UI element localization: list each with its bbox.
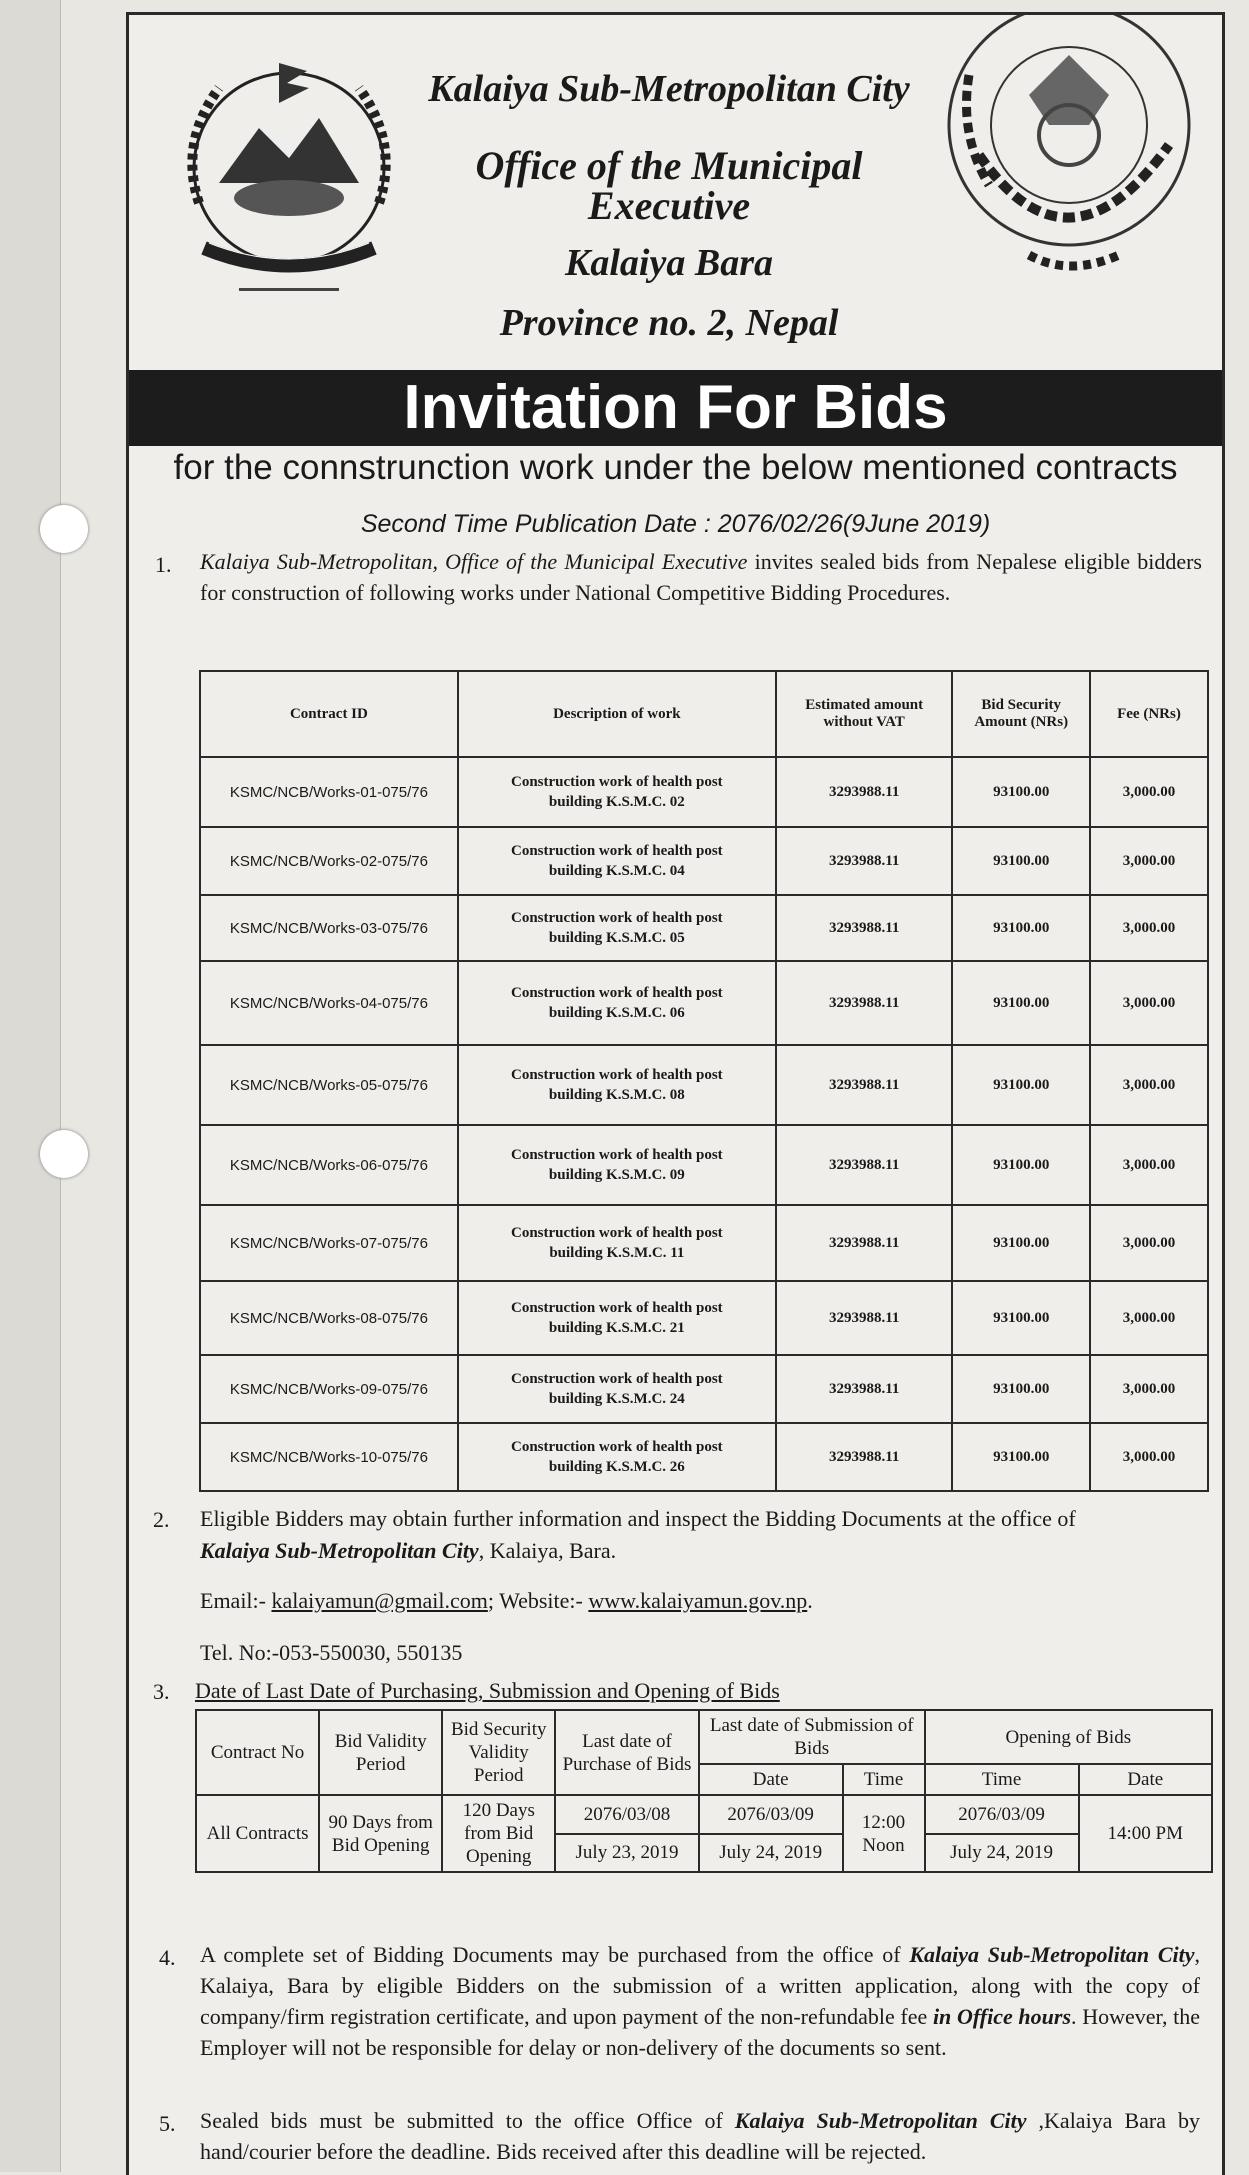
header-fee: Fee (NRs) xyxy=(1090,671,1208,757)
website-end: . xyxy=(807,1588,813,1613)
fee-cell: 3,000.00 xyxy=(1090,1125,1208,1205)
header-security-validity: Bid Security Validity Period xyxy=(442,1710,555,1795)
contact-line xyxy=(200,1585,1200,1616)
email-link[interactable]: kalaiyamun@gmail.com xyxy=(271,1588,488,1613)
table-row xyxy=(200,1125,1208,1205)
opening-time: 14:00 PM xyxy=(1079,1795,1212,1872)
estimated-amount-cell: 3293988.11 xyxy=(776,1281,953,1355)
section-1-text xyxy=(200,546,1202,608)
bid-advertisement xyxy=(126,12,1225,2175)
header-estimated-amount: Estimated amount without VAT xyxy=(776,671,953,757)
fee-cell: 3,000.00 xyxy=(1090,961,1208,1045)
estimated-amount-cell: 3293988.11 xyxy=(776,1125,953,1205)
paper-edge xyxy=(0,0,61,2172)
security-validity-period: 120 Days from Bid Opening xyxy=(442,1795,555,1872)
purchase-date-ad: July 23, 2019 xyxy=(555,1834,699,1873)
section-5-text xyxy=(200,2105,1200,2167)
description-cell xyxy=(458,895,776,961)
bid-security-cell: 93100.00 xyxy=(952,961,1089,1045)
fee-cell: 3,000.00 xyxy=(1090,1205,1208,1281)
description-cell xyxy=(458,1355,776,1423)
description-line-2: building K.S.M.C. 11 xyxy=(549,1245,685,1261)
contract-id-cell: KSMC/NCB/Works-08-075/76 xyxy=(200,1281,458,1355)
section-1-rest: invites sealed bids from Nepalese eligible bidders for construction of following works under National Competitive Bidding Procedures. xyxy=(200,549,1202,605)
fee-cell: 3,000.00 xyxy=(1090,1045,1208,1125)
description-line-1: Construction work of health post xyxy=(511,774,723,790)
description-line-1: Construction work of health post xyxy=(511,1371,723,1387)
description-line-2: building K.S.M.C. 08 xyxy=(548,1087,685,1103)
submission-date-bs: 2076/03/09 xyxy=(699,1795,843,1834)
section-2-line1: Eligible Bidders may obtain further information and inspect the Bidding Documents at the office of xyxy=(200,1506,1076,1531)
opening-date-bs: 2076/03/09 xyxy=(925,1795,1079,1834)
header-purchase-date: Last date of Purchase of Bids xyxy=(555,1710,699,1795)
section-number: 3. xyxy=(153,1679,170,1704)
city-name: Kalaiya Sub-Metropolitan City xyxy=(428,68,910,110)
table-row xyxy=(200,1045,1208,1125)
section-4-part-e: . However, the Employer will not be responsible for delay or non-delivery of the documents so sent. xyxy=(200,2004,1200,2060)
estimated-amount-cell: 3293988.11 xyxy=(776,895,953,961)
bid-security-cell: 93100.00 xyxy=(952,1281,1089,1355)
description-line-2: building K.S.M.C. 02 xyxy=(548,794,685,810)
contract-id-cell: KSMC/NCB/Works-09-075/76 xyxy=(200,1355,458,1423)
office-name: Office of the Municipal Executive xyxy=(475,143,863,228)
description-line-1: Construction work of health post xyxy=(511,1147,723,1163)
estimated-amount-cell: 3293988.11 xyxy=(776,757,953,827)
table-row xyxy=(200,961,1208,1045)
email-label: Email:- xyxy=(200,1588,266,1613)
table-header-row xyxy=(200,671,1208,757)
contract-id-cell: KSMC/NCB/Works-04-075/76 xyxy=(200,961,458,1045)
section-5-city: Kalaiya Sub-Metropolitan City xyxy=(734,2108,1027,2133)
description-cell xyxy=(458,757,776,827)
description-line-1: Construction work of health post xyxy=(511,910,723,926)
website-link[interactable]: www.kalaiyamun.gov.np xyxy=(588,1588,808,1613)
submission-time: 12:00 Noon xyxy=(843,1795,925,1872)
estimated-amount-cell: 3293988.11 xyxy=(776,1423,953,1491)
description-cell xyxy=(458,1205,776,1281)
section-number: 5. xyxy=(159,2111,176,2136)
contract-id-cell: KSMC/NCB/Works-02-075/76 xyxy=(200,827,458,895)
header-bid-validity: Bid Validity Period xyxy=(319,1710,442,1795)
description-line-2: building K.S.M.C. 21 xyxy=(548,1320,685,1336)
description-cell xyxy=(458,1045,776,1125)
header-contract-id: Contract ID xyxy=(200,671,458,757)
bid-security-cell: 93100.00 xyxy=(952,1125,1089,1205)
section-number: 4. xyxy=(159,1945,176,1970)
contract-id-cell: KSMC/NCB/Works-03-075/76 xyxy=(200,895,458,961)
header-opening: Opening of Bids xyxy=(925,1710,1212,1764)
fee-cell: 3,000.00 xyxy=(1090,1423,1208,1491)
section-4-office-hours: in Office hours xyxy=(932,2004,1072,2029)
website-label: ; Website:- xyxy=(487,1588,583,1613)
nepal-emblem-icon xyxy=(159,43,419,303)
bid-security-cell: 93100.00 xyxy=(952,1045,1089,1125)
table-row xyxy=(200,1281,1208,1355)
opening-date-ad: July 24, 2019 xyxy=(925,1834,1079,1873)
section-4-part-a: A complete set of Bidding Documents may be purchased from the office of xyxy=(200,1942,910,1967)
header-description: Description of work xyxy=(458,671,776,757)
banner-subtitle: for the connstrunction work under the below mentioned contracts xyxy=(173,448,1178,487)
province-name: Province no. 2, Nepal xyxy=(499,302,839,344)
submission-date-ad: July 24, 2019 xyxy=(699,1834,843,1873)
description-line-2: building K.S.M.C. 09 xyxy=(548,1167,685,1183)
header-open-date: Date xyxy=(1079,1764,1212,1795)
purchase-date-bs: 2076/03/08 xyxy=(555,1795,699,1834)
header-sub-date: Date xyxy=(699,1764,843,1795)
office-italic: Kalaiya Sub-Metropolitan, Office of the Municipal Executive xyxy=(200,549,748,574)
bid-security-cell: 93100.00 xyxy=(952,1355,1089,1423)
bid-security-cell: 93100.00 xyxy=(952,1423,1089,1491)
table-row xyxy=(200,895,1208,961)
invitation-banner: Invitation For Bids xyxy=(129,370,1222,446)
official-seal-icon xyxy=(919,15,1209,315)
fee-cell: 3,000.00 xyxy=(1090,757,1208,827)
section-2-line2: , Kalaiya, Bara. xyxy=(478,1538,617,1563)
header-open-time: Time xyxy=(925,1764,1079,1795)
punch-hole xyxy=(40,505,88,553)
description-line-2: building K.S.M.C. 26 xyxy=(548,1459,685,1475)
section-4-text xyxy=(200,1939,1200,2063)
works-table xyxy=(199,670,1209,1492)
section-2-text xyxy=(200,1503,1210,1567)
estimated-amount-cell: 3293988.11 xyxy=(776,827,953,895)
fee-cell: 3,000.00 xyxy=(1090,895,1208,961)
validity-period: 90 Days from Bid Opening xyxy=(319,1795,442,1872)
contract-id-cell: KSMC/NCB/Works-10-075/76 xyxy=(200,1423,458,1491)
description-line-1: Construction work of health post xyxy=(511,843,723,859)
section-number: 2. xyxy=(153,1507,170,1532)
bid-security-cell: 93100.00 xyxy=(952,1205,1089,1281)
description-line-1: Construction work of health post xyxy=(511,1067,723,1083)
section-4-part-c: , Kalaiya, Bara by eligible Bidders on the submission of a written application, along with the copy of company/firm registration certificate, and upon payment of the non-refundable fee xyxy=(200,1942,1200,2029)
description-line-2: building K.S.M.C. 24 xyxy=(548,1391,685,1407)
description-line-1: Construction work of health post xyxy=(511,1225,723,1241)
table-row xyxy=(200,827,1208,895)
section-5-part-c: ,Kalaiya Bara by hand/courier before the deadline. Bids received after this deadline will be rejected. xyxy=(200,2108,1201,2164)
description-line-2: building K.S.M.C. 05 xyxy=(548,930,685,946)
publication-date: Second Time Publication Date : 2076/02/26(9June 2019) xyxy=(360,510,991,538)
contract-id-cell: KSMC/NCB/Works-06-075/76 xyxy=(200,1125,458,1205)
description-cell xyxy=(458,1423,776,1491)
estimated-amount-cell: 3293988.11 xyxy=(776,1355,953,1423)
table-row xyxy=(200,1355,1208,1423)
section-3-heading: Date of Last Date of Purchasing, Submission and Opening of Bids xyxy=(195,1678,780,1703)
all-contracts: All Contracts xyxy=(196,1795,319,1872)
telephone-line: Tel. No:-053-550030, 550135 xyxy=(200,1640,463,1665)
contract-id-cell: KSMC/NCB/Works-05-075/76 xyxy=(200,1045,458,1125)
contract-id-cell: KSMC/NCB/Works-01-075/76 xyxy=(200,757,458,827)
bid-security-cell: 93100.00 xyxy=(952,827,1089,895)
description-line-1: Construction work of health post xyxy=(511,1439,723,1455)
header-bid-security: Bid Security Amount (NRs) xyxy=(952,671,1089,757)
description-line-1: Construction work of health post xyxy=(511,985,723,1001)
estimated-amount-cell: 3293988.11 xyxy=(776,1045,953,1125)
estimated-amount-cell: 3293988.11 xyxy=(776,1205,953,1281)
table-row xyxy=(200,1423,1208,1491)
estimated-amount-cell: 3293988.11 xyxy=(776,961,953,1045)
place-name: Kalaiya Bara xyxy=(565,242,773,284)
header-sub-time: Time xyxy=(843,1764,925,1795)
header-submission: Last date of Submission of Bids xyxy=(699,1710,925,1764)
description-cell xyxy=(458,1281,776,1355)
fee-cell: 3,000.00 xyxy=(1090,1355,1208,1423)
description-cell xyxy=(458,1125,776,1205)
fee-cell: 3,000.00 xyxy=(1090,1281,1208,1355)
section-4-city: Kalaiya Sub-Metropolitan City xyxy=(909,1942,1195,1967)
section-number: 1. xyxy=(155,552,172,577)
city-italic: Kalaiya Sub-Metropolitan City xyxy=(200,1538,479,1563)
dates-table xyxy=(195,1709,1213,1873)
bid-security-cell: 93100.00 xyxy=(952,757,1089,827)
contract-id-cell: KSMC/NCB/Works-07-075/76 xyxy=(200,1205,458,1281)
fee-cell: 3,000.00 xyxy=(1090,827,1208,895)
description-line-2: building K.S.M.C. 04 xyxy=(548,863,685,879)
description-line-2: building K.S.M.C. 06 xyxy=(548,1005,685,1021)
header-contract-no: Contract No xyxy=(196,1710,319,1795)
description-cell xyxy=(458,961,776,1045)
punch-hole xyxy=(40,1130,88,1178)
table-row xyxy=(200,1205,1208,1281)
header xyxy=(129,15,1222,538)
description-cell xyxy=(458,827,776,895)
description-line-1: Construction work of health post xyxy=(511,1300,723,1316)
section-5-part-a: Sealed bids must be submitted to the office Office of xyxy=(200,2108,735,2133)
table-row xyxy=(200,757,1208,827)
bid-security-cell: 93100.00 xyxy=(952,895,1089,961)
office-titles xyxy=(419,70,919,342)
